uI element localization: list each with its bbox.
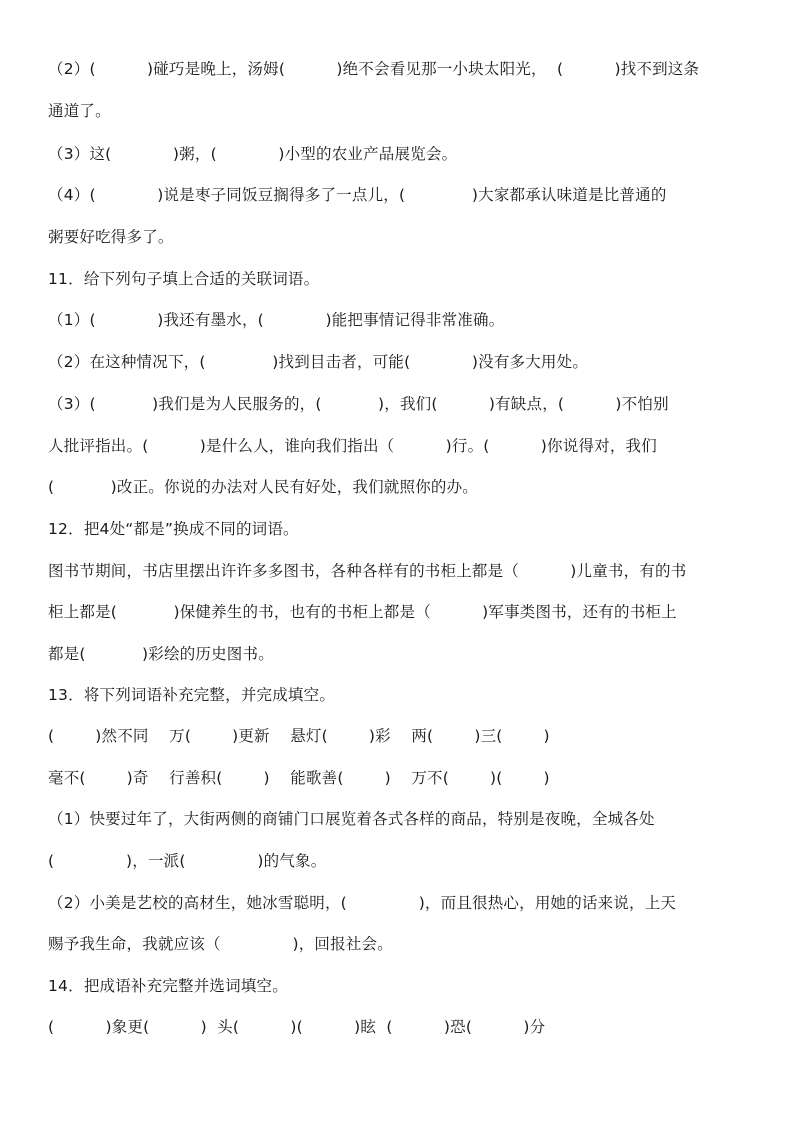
line-q12-c: 都是( )彩绘的历史图书。 [48, 645, 274, 663]
heading-q13: 13．将下列词语补充完整，并完成填空。 [48, 686, 336, 704]
line-q11-1: （1）( )我还有墨水，( )能把事情记得非常准确。 [48, 311, 505, 329]
line-q13-2a: （2）小美是艺校的高材生，她冰雪聪明，( )，而且很热心，用她的话来说，上天 [48, 894, 677, 912]
line-q12-a: 图书节期间，书店里摆出许许多多图书，各种各样有的书柜上都是（ )儿童书，有的书 [48, 562, 687, 580]
line-q10-2b: 通道了。 [48, 102, 111, 120]
line-q14-words: ( )象更( ) 头( )( )眩 ( )恐( )分 [48, 1018, 546, 1036]
line-q11-3c: ( )改正。你说的办法对人民有好处，我们就照你的办。 [48, 478, 478, 496]
line-q13-1b: ( )，一派( )的气象。 [48, 852, 327, 870]
heading-q11: 11．给下列句子填上合适的关联词语。 [48, 270, 320, 288]
line-q11-3b: 人批评指出。( )是什么人，谁向我们指出（ )行。( )你说得对，我们 [48, 437, 657, 455]
heading-q12: 12．把4处“都是”换成不同的词语。 [48, 520, 299, 538]
line-q13-2b: 赐予我生命，我就应该（ )，回报社会。 [48, 935, 393, 953]
line-q10-2a: （2）( )碰巧是晚上，汤姆( )绝不会看见那一小块太阳光， ( )找不到这条 [48, 60, 700, 78]
line-q10-3: （3）这( )粥，( )小型的农业产品展览会。 [48, 145, 458, 163]
line-q10-4a: （4）( )说是枣子同饭豆搁得多了一点儿，( )大家都承认味道是比普通的 [48, 186, 667, 204]
heading-q14: 14．把成语补充完整并选词填空。 [48, 977, 288, 995]
line-q12-b: 柜上都是( )保健养生的书，也有的书柜上都是（ )军事类图书，还有的书柜上 [48, 603, 677, 621]
line-q10-4b: 粥要好吃得多了。 [48, 228, 174, 246]
line-q11-3a: （3）( )我们是为人民服务的，( )，我们( )有缺点，( )不怕别 [48, 395, 669, 413]
line-q13-1a: （1）快要过年了，大街两侧的商铺门口展览着各式各样的商品，特别是夜晚，全城各处 [48, 810, 655, 828]
line-q13-words-b: 毫不( )奇 行善积( ) 能歌善( ) 万不( )( ) [48, 769, 550, 787]
line-q13-words-a: ( )然不同 万( )更新 悬灯( )彩 两( )三( ) [48, 727, 550, 745]
line-q11-2: （2）在这种情况下，( )找到目击者，可能( )没有多大用处。 [48, 353, 589, 371]
